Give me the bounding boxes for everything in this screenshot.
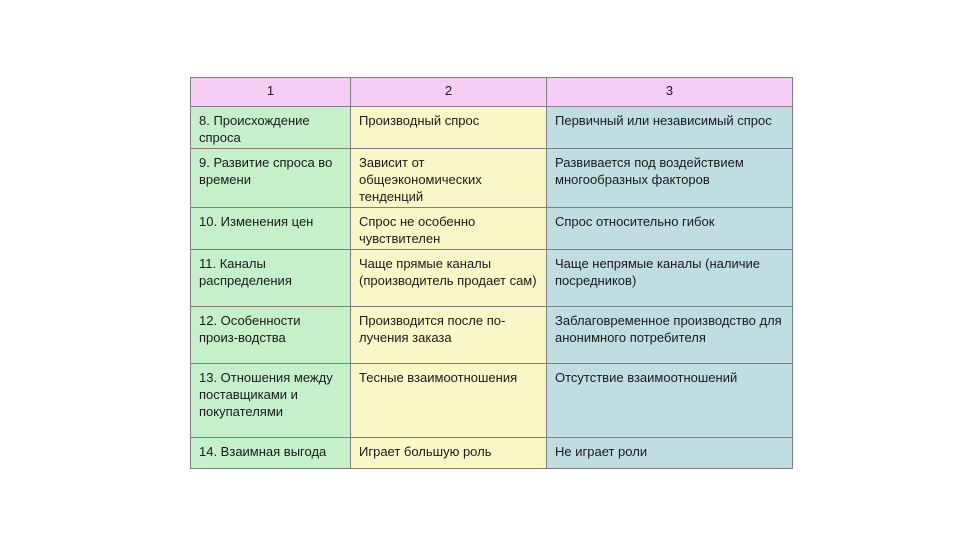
header-cell-3: 3 [547,78,793,107]
comparison-table [190,77,793,469]
row-value-col3: Не играет роли [547,438,793,469]
row-criterion: 11. Каналы распределения [191,250,351,307]
row-criterion: 9. Развитие спроса во времени [191,149,351,208]
row-value-col2: Чаще прямые каналы (производитель продает сам) [351,250,547,307]
row-value-col3: Отсутствие взаимоотношений [547,364,793,438]
row-value-col3: Заблаговременное производство для анонимного потребителя [547,307,793,364]
row-value-col3: Спрос относительно гибок [547,208,793,250]
row-value-col3: Первичный или независимый спрос [547,107,793,149]
table-row [191,107,793,149]
row-criterion: 14. Взаимная выгода [191,438,351,469]
header-cell-2: 2 [351,78,547,107]
row-criterion: 12. Особенности произ-водства [191,307,351,364]
row-value-col2: Спрос не особенно чувствителен [351,208,547,250]
row-value-col2: Играет большую роль [351,438,547,469]
row-value-col3: Развивается под воздействием многообразных факторов [547,149,793,208]
row-criterion: 10. Изменения цен [191,208,351,250]
table-row [191,307,793,364]
row-value-col2: Тесные взаимоотношения [351,364,547,438]
table-row [191,208,793,250]
table-row [191,364,793,438]
row-value-col3: Чаще непрямые каналы (наличие посредников) [547,250,793,307]
row-value-col2: Зависит от общеэкономических тенденций [351,149,547,208]
header-row [191,78,793,107]
table-row [191,438,793,469]
row-value-col2: Производный спрос [351,107,547,149]
table-row [191,149,793,208]
header-cell-1: 1 [191,78,351,107]
row-criterion: 8. Происхождение спроса [191,107,351,149]
row-value-col2: Производится после по-лучения заказа [351,307,547,364]
row-criterion: 13. Отношения между поставщиками и покупателями [191,364,351,438]
table-row [191,250,793,307]
